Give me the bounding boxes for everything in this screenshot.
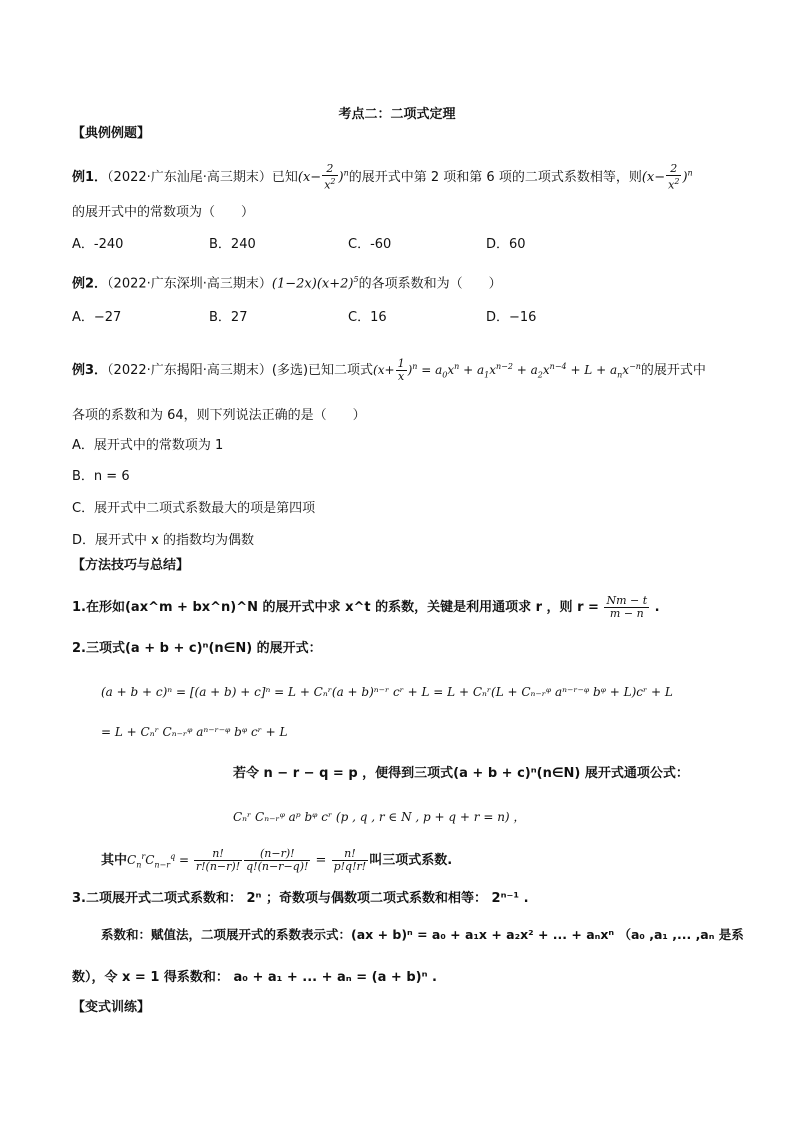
method-2-eq3: 若令 n − r − q = p ，便得到三项式(a + b + c)ⁿ(n∈N) 展开式通项公式： [233, 766, 689, 781]
method-2-eq2: = L + Cₙʳ Cₙ₋ᵣᵠ aⁿ⁻ʳ⁻ᵠ bᵠ cʳ + L [101, 725, 288, 739]
example-2-expr: (1−2x)(x+2) [271, 276, 354, 292]
method-1: 1.在形如(ax^m + bx^n)^N 的展开式中求 x^t 的系数，关键是利用通项求 r ，则 r = $\frac{Nm - t}{m - n}$ . [72, 594, 660, 620]
example-1-option-d: D．60 [486, 237, 526, 252]
example-1-option-c: C．-60 [348, 237, 392, 252]
example-1-line2: 的展开式中的常数项为（ ） [72, 205, 255, 220]
example-3-text-b: 的展开式中 [640, 363, 706, 378]
method-3-line2: 数），令 x = 1 得系数和： a₀ + a₁ + ... + aₙ = (a + b)ⁿ . [72, 970, 437, 985]
example-3-line2: 各项的系数和为 64，则下列说法正确的是（ ） [72, 408, 366, 423]
example-2-label: 例2． [72, 276, 108, 292]
example-2-text-a: （2022·广东深圳·高三期末） [107, 276, 272, 292]
example-3-option-d: D．展开式中 x 的指数均为偶数 [72, 533, 254, 548]
example-2-exponent: 5 [353, 275, 359, 284]
page-title: 考点二：二项式定理 [338, 107, 456, 122]
example-1-expr-b: (x− $\frac{2}{x^2}$ )$^n$ [641, 162, 693, 192]
section-training: 【变式训练】 [72, 1000, 151, 1015]
method-3-line1: 系数和：赋值法，二项展开式的系数表示式：(ax + b)ⁿ = a₀ + a₁x + a₂x² + ... + aₙxⁿ （a₀ ,a₁ ,... ,aₙ 是系 [101, 927, 744, 942]
example-3-expansion: (x+ $\frac{1}{x}$ )$^n = a_0x^n + a_1x^{n-2} + a_2x^{n-4} + L + a_nx^{-n}$ [373, 357, 641, 383]
example-3 [72, 358, 706, 384]
example-3-option-a: A．展开式中的常数项为 1 [72, 438, 224, 453]
example-2-option-a: A．−27 [72, 310, 122, 325]
method-3-text: 3.二项展开式二项式系数和： 2ⁿ ；奇数项与偶数项二项式系数和相等： 2ⁿ⁻¹ . [72, 891, 529, 906]
example-3-text-a: （2022·广东揭阳·高三期末）(多选)已知二项式 [107, 363, 374, 378]
example-2-option-b: B．27 [209, 310, 248, 325]
example-1-text-b: 的展开式中第 2 项和第 6 项的二项式系数相等，则 [348, 169, 642, 185]
example-1-option-a: A．-240 [72, 237, 124, 252]
method-2-eq5: 其中$C_n^rC_{n-r}^q$ = $\frac{n!}{r!(n-r)!}$ $\frac{(n-r)!}{q!(n-r-q)!}$ = $\frac{n!}{p!q!r!}$ 叫三项式系数. [101, 847, 453, 873]
example-3-option-c: C．展开式中二项式系数最大的项是第四项 [72, 501, 316, 516]
method-1-fraction: $\frac{Nm - t}{m - n}$ [606, 594, 648, 620]
method-1-text: 1.在形如(ax^m + bx^n)^N 的展开式中求 x^t 的系数，关键是利用通项求 r ，则 r = [72, 600, 599, 615]
example-2-text-b: 的各项系数和为（ ） [358, 276, 502, 292]
example-1-label: 例1． [72, 169, 108, 185]
example-1-expr-a: (x− $\frac{2}{x^2}$ )$^n$ [297, 162, 349, 192]
example-3-option-b: B．n = 6 [72, 469, 130, 484]
section-examples: 【典例例题】 [72, 126, 151, 141]
example-3-label: 例3． [72, 363, 108, 378]
example-1-text-a: （2022·广东汕尾·高三期末）已知 [107, 169, 298, 185]
method-2-heading: 2.三项式(a + b + c)ⁿ(n∈N) 的展开式： [72, 641, 322, 656]
example-2 [72, 271, 502, 293]
method-2-eq5-b: 叫三项式系数. [369, 853, 453, 868]
example-2-option-d: D．−16 [486, 310, 537, 325]
example-1-option-b: B．240 [209, 237, 256, 252]
method-2-eq5-a: 其中 [101, 853, 128, 868]
example-1 [72, 163, 693, 192]
section-methods: 【方法技巧与总结】 [72, 558, 190, 573]
method-2-eq1: (a + b + c)ⁿ = [(a + b) + c]ⁿ = L + Cₙʳ(a + b)ⁿ⁻ʳ cʳ + L = L + Cₙʳ(L + Cₙ₋ᵣᵠ aⁿ⁻ʳ⁻ᵠ bᵠ + L)cʳ + L [101, 685, 673, 699]
example-2-option-c: C．16 [348, 310, 387, 325]
method-2-eq4: Cₙʳ Cₙ₋ᵣᵠ aᵖ bᵠ cʳ (p , q , r ∈ N , p + q + r = n) ， [233, 810, 526, 824]
